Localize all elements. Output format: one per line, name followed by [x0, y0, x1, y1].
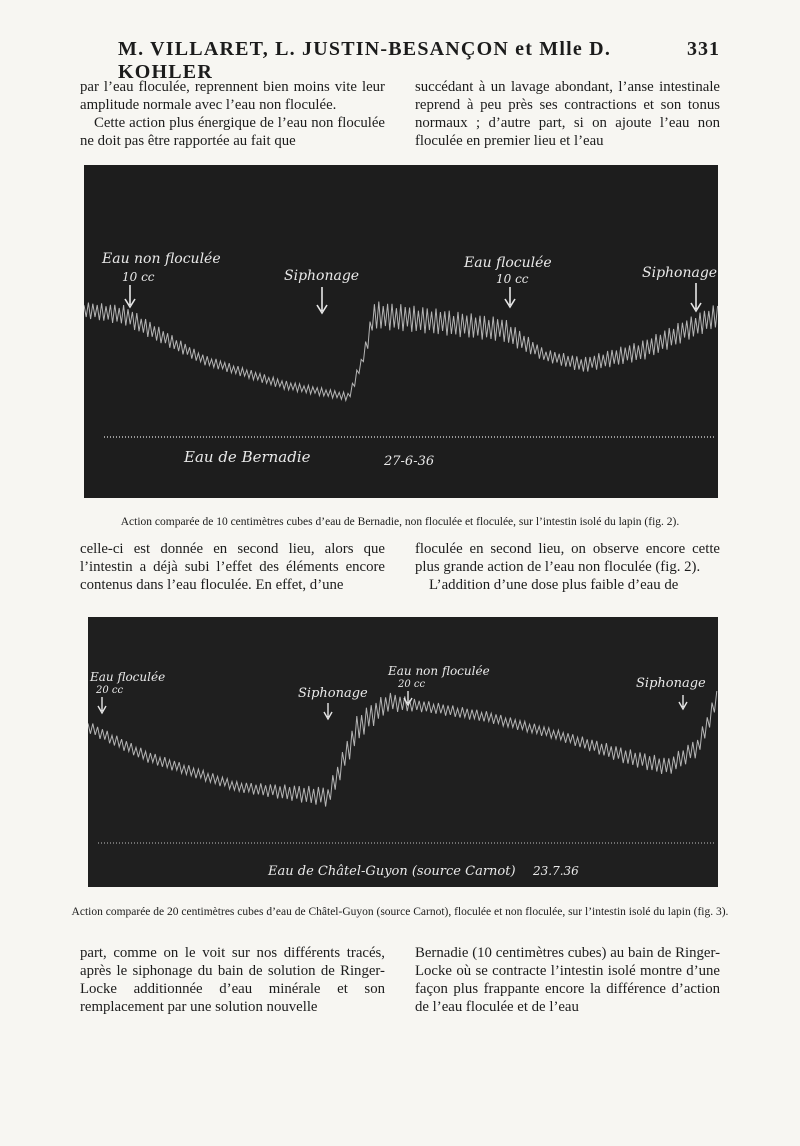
- text-block-2-left: [80, 540, 385, 594]
- text-block-1-right: [415, 78, 720, 150]
- paragraph: Bernadie (10 centimètres cubes) au bain de Ringer-Locke où se contracte l’intestin isolé montre d’une façon plus frappante encore la différence d’action de l’eau floculée et de l’eau: [415, 945, 720, 1015]
- figure-1-caption: Action comparée de 10 centimètres cubes d’eau de Bernadie, non floculée et floculée, sur l’intestin isolé du lapin (fig. 2).: [120, 516, 680, 528]
- annotation-siphonage: Siphonage: [642, 265, 718, 281]
- annotation-eau-non-floculee: Eau non floculée: [102, 251, 221, 267]
- paragraph: part, comme on le voit sur nos différents tracés, après le siphonage du bain de solution de Ringer-Locke additionnée d’eau minérale et son remplacement par une solution nouvelle: [80, 945, 385, 1015]
- paragraph: succédant à un lavage abondant, l’anse intestinale reprend à peu près ses contractions et son tonus normaux ; d’autre part, si on ajoute l’eau non floculée en premier lieu et l’eau: [415, 79, 720, 149]
- paragraph: L’addition d’une dose plus faible d’eau de: [429, 577, 679, 593]
- paragraph: floculée en second lieu, on observe encore cette plus grande action de l’eau non floculée (fig. 2).: [415, 541, 720, 575]
- tracing-label: Eau de Châtel-Guyon (source Carnot): [268, 864, 516, 879]
- annotation-dose: 20 cc: [96, 685, 124, 696]
- text-block-3-right: [415, 944, 720, 1016]
- annotation-siphonage: Siphonage: [284, 268, 360, 284]
- paragraph: par l’eau floculée, reprennent bien moins vite leur amplitude normale avec l’eau non floculée.: [80, 79, 385, 113]
- annotation-dose: 10 cc: [122, 270, 155, 284]
- annotation-siphonage: Siphonage: [298, 686, 368, 701]
- annotation-eau-floculee: Eau floculée: [90, 670, 166, 684]
- annotation-dose: 20 cc: [398, 679, 426, 690]
- annotation-eau-floculee: Eau floculée: [464, 255, 552, 271]
- annotation-dose: 10 cc: [496, 272, 529, 286]
- page-header: [80, 38, 720, 83]
- text-block-2-right: [415, 540, 720, 594]
- text-block-1-left: [80, 78, 385, 150]
- annotation-eau-non-floculee: Eau non floculée: [388, 664, 490, 678]
- figure-1-tracing: [84, 165, 718, 498]
- paragraph: celle-ci est donnée en second lieu, alors que l’intestin a déjà subi l’effet des éléments encore contenus dans l’eau floculée. En effet, d’une: [80, 541, 385, 593]
- running-head: M. VILLARET, L. JUSTIN-BESANÇON et Mlle D. KOHLER: [118, 38, 612, 83]
- tracing-date: 23.7.36: [533, 864, 579, 878]
- tracing-label: Eau de Bernadie: [184, 448, 311, 466]
- figure-2-caption: Action comparée de 20 centimètres cubes d’eau de Châtel-Guyon (source Carnot), floculée et non floculée, sur l’intestin isolé du lapin (fig. 3).: [71, 906, 729, 918]
- paragraph: Cette action plus énergique de l’eau non floculée ne doit pas être rapportée au fait que: [80, 115, 385, 149]
- page-number: 331: [687, 38, 720, 60]
- annotation-siphonage: Siphonage: [636, 676, 706, 691]
- text-block-3-left: [80, 944, 385, 1016]
- figure-2-tracing: [88, 617, 718, 887]
- tracing-date: 27-6-36: [384, 454, 435, 469]
